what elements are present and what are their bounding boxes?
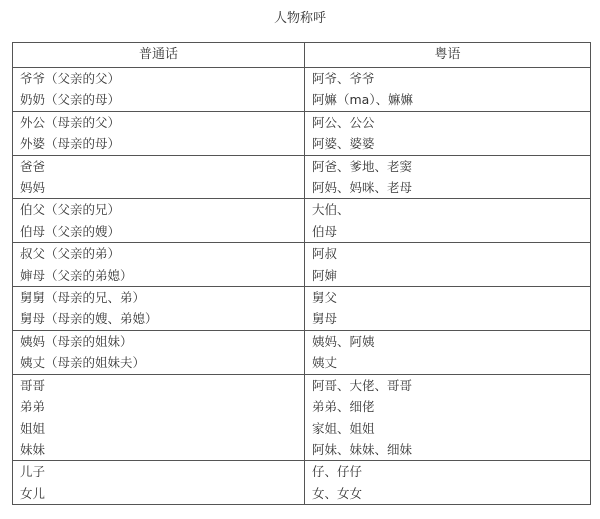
column-header-mandarin: 普通话 bbox=[13, 43, 305, 68]
table-row bbox=[13, 396, 591, 417]
kinship-terms-table bbox=[12, 42, 591, 505]
cantonese-term-cell: 阿婆、婆婆 bbox=[305, 133, 591, 155]
mandarin-term-cell: 姐姐 bbox=[13, 418, 305, 439]
table-body bbox=[13, 68, 591, 505]
table-row bbox=[13, 177, 591, 199]
mandarin-term-cell: 妈妈 bbox=[13, 177, 305, 199]
table-row bbox=[13, 89, 591, 111]
table-row bbox=[13, 439, 591, 461]
table-row bbox=[13, 133, 591, 155]
table-row bbox=[13, 483, 591, 505]
cantonese-term-cell: 女、女女 bbox=[305, 483, 591, 505]
cantonese-term-cell: 阿哥、大佬、哥哥 bbox=[305, 374, 591, 396]
cantonese-term-cell: 弟弟、细佬 bbox=[305, 396, 591, 417]
mandarin-term-cell: 姨妈（母亲的姐妹） bbox=[13, 330, 305, 352]
cantonese-term-cell: 阿公、公公 bbox=[305, 111, 591, 133]
cantonese-term-cell: 仔、仔仔 bbox=[305, 461, 591, 483]
table-row bbox=[13, 352, 591, 374]
cantonese-term-cell: 大伯、 bbox=[305, 199, 591, 221]
table-header-row bbox=[13, 43, 591, 68]
mandarin-term-cell: 婶母（父亲的弟媳） bbox=[13, 265, 305, 287]
table-row bbox=[13, 418, 591, 439]
mandarin-term-cell: 叔父（父亲的弟） bbox=[13, 243, 305, 265]
table-row bbox=[13, 265, 591, 287]
table-row bbox=[13, 308, 591, 330]
mandarin-term-cell: 舅母（母亲的嫂、弟媳） bbox=[13, 308, 305, 330]
page-title: 人物称呼 bbox=[273, 11, 326, 26]
table-row bbox=[13, 374, 591, 396]
mandarin-term-cell: 哥哥 bbox=[13, 374, 305, 396]
table-row bbox=[13, 243, 591, 265]
table-row bbox=[13, 330, 591, 352]
table-row bbox=[13, 461, 591, 483]
column-header-cantonese: 粤语 bbox=[305, 43, 591, 68]
cantonese-term-cell: 阿爷、爷爷 bbox=[305, 68, 591, 90]
mandarin-term-cell: 女儿 bbox=[13, 483, 305, 505]
mandarin-term-cell: 儿子 bbox=[13, 461, 305, 483]
mandarin-term-cell: 外公（母亲的父） bbox=[13, 111, 305, 133]
mandarin-term-cell: 奶奶（父亲的母） bbox=[13, 89, 305, 111]
mandarin-term-cell: 伯父（父亲的兄） bbox=[13, 199, 305, 221]
mandarin-term-cell: 爷爷（父亲的父） bbox=[13, 68, 305, 90]
cantonese-term-cell: 阿妈、妈咪、老母 bbox=[305, 177, 591, 199]
mandarin-term-cell: 妹妹 bbox=[13, 439, 305, 461]
table-row bbox=[13, 287, 591, 309]
cantonese-term-cell: 姨丈 bbox=[305, 352, 591, 374]
table-row bbox=[13, 68, 591, 90]
mandarin-term-cell: 爸爸 bbox=[13, 155, 305, 177]
mandarin-term-cell: 舅舅（母亲的兄、弟） bbox=[13, 287, 305, 309]
table-row bbox=[13, 221, 591, 243]
mandarin-term-cell: 弟弟 bbox=[13, 396, 305, 417]
mandarin-term-cell: 外婆（母亲的母） bbox=[13, 133, 305, 155]
table-row bbox=[13, 199, 591, 221]
cantonese-term-cell: 阿嫲（ma）、嫲嫲 bbox=[305, 89, 591, 111]
cantonese-term-cell: 舅父 bbox=[305, 287, 591, 309]
cantonese-term-cell: 阿爸、爹地、老窦 bbox=[305, 155, 591, 177]
table-row bbox=[13, 111, 591, 133]
cantonese-term-cell: 伯母 bbox=[305, 221, 591, 243]
cantonese-term-cell: 姨妈、阿姨 bbox=[305, 330, 591, 352]
cantonese-term-cell: 舅母 bbox=[305, 308, 591, 330]
mandarin-term-cell: 姨丈（母亲的姐妹夫） bbox=[13, 352, 305, 374]
cantonese-term-cell: 阿婶 bbox=[305, 265, 591, 287]
cantonese-term-cell: 阿叔 bbox=[305, 243, 591, 265]
mandarin-term-cell: 伯母（父亲的嫂） bbox=[13, 221, 305, 243]
table-row bbox=[13, 155, 591, 177]
cantonese-term-cell: 阿妹、妹妹、细妹 bbox=[305, 439, 591, 461]
cantonese-term-cell: 家姐、姐姐 bbox=[305, 418, 591, 439]
